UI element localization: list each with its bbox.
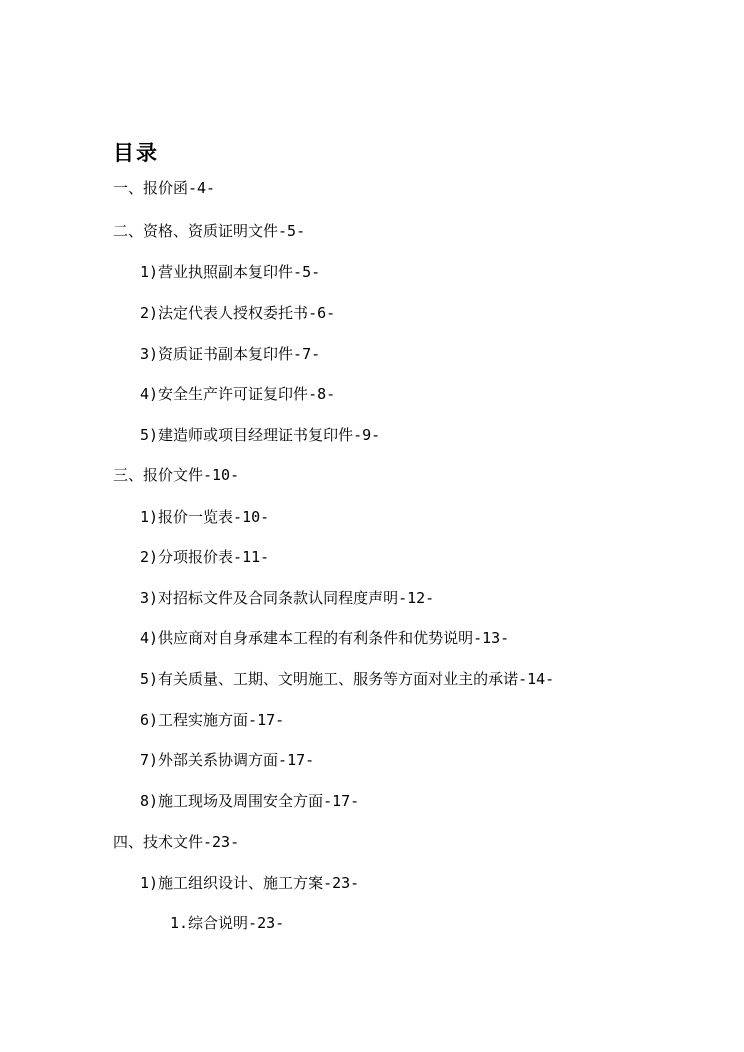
toc-entry: 四、技术文件-23-	[113, 833, 240, 851]
toc-title: 目录	[113, 140, 159, 165]
toc-entry: 3)资质证书副本复印件-7-	[140, 345, 321, 363]
toc-entry: 5)有关质量、工期、文明施工、服务等方面对业主的承诺-14-	[140, 670, 555, 688]
toc-entry: 二、资格、资质证明文件-5-	[113, 222, 306, 240]
toc-entry: 3)对招标文件及合同条款认同程度声明-12-	[140, 589, 435, 607]
toc-entry: 4)安全生产许可证复印件-8-	[140, 385, 336, 403]
toc-entry: 2)分项报价表-11-	[140, 548, 270, 566]
toc-entry: 5)建造师或项目经理证书复印件-9-	[140, 426, 381, 444]
toc-entry: 1)报价一览表-10-	[140, 508, 270, 526]
toc-entry: 1)施工组织设计、施工方案-23-	[140, 874, 360, 892]
toc-entry: 4)供应商对自身承建本工程的有利条件和优势说明-13-	[140, 629, 510, 647]
toc-entry: 6)工程实施方面-17-	[140, 711, 285, 729]
toc-entry: 8)施工现场及周围安全方面-17-	[140, 792, 360, 810]
toc-entry: 1)营业执照副本复印件-5-	[140, 263, 321, 281]
toc-entry: 2)法定代表人授权委托书-6-	[140, 304, 336, 322]
toc-entry: 1.综合说明-23-	[170, 914, 285, 932]
toc-entry: 一、报价函-4-	[113, 179, 216, 197]
toc-entry: 三、报价文件-10-	[113, 466, 240, 484]
toc-entry: 7)外部关系协调方面-17-	[140, 751, 315, 769]
